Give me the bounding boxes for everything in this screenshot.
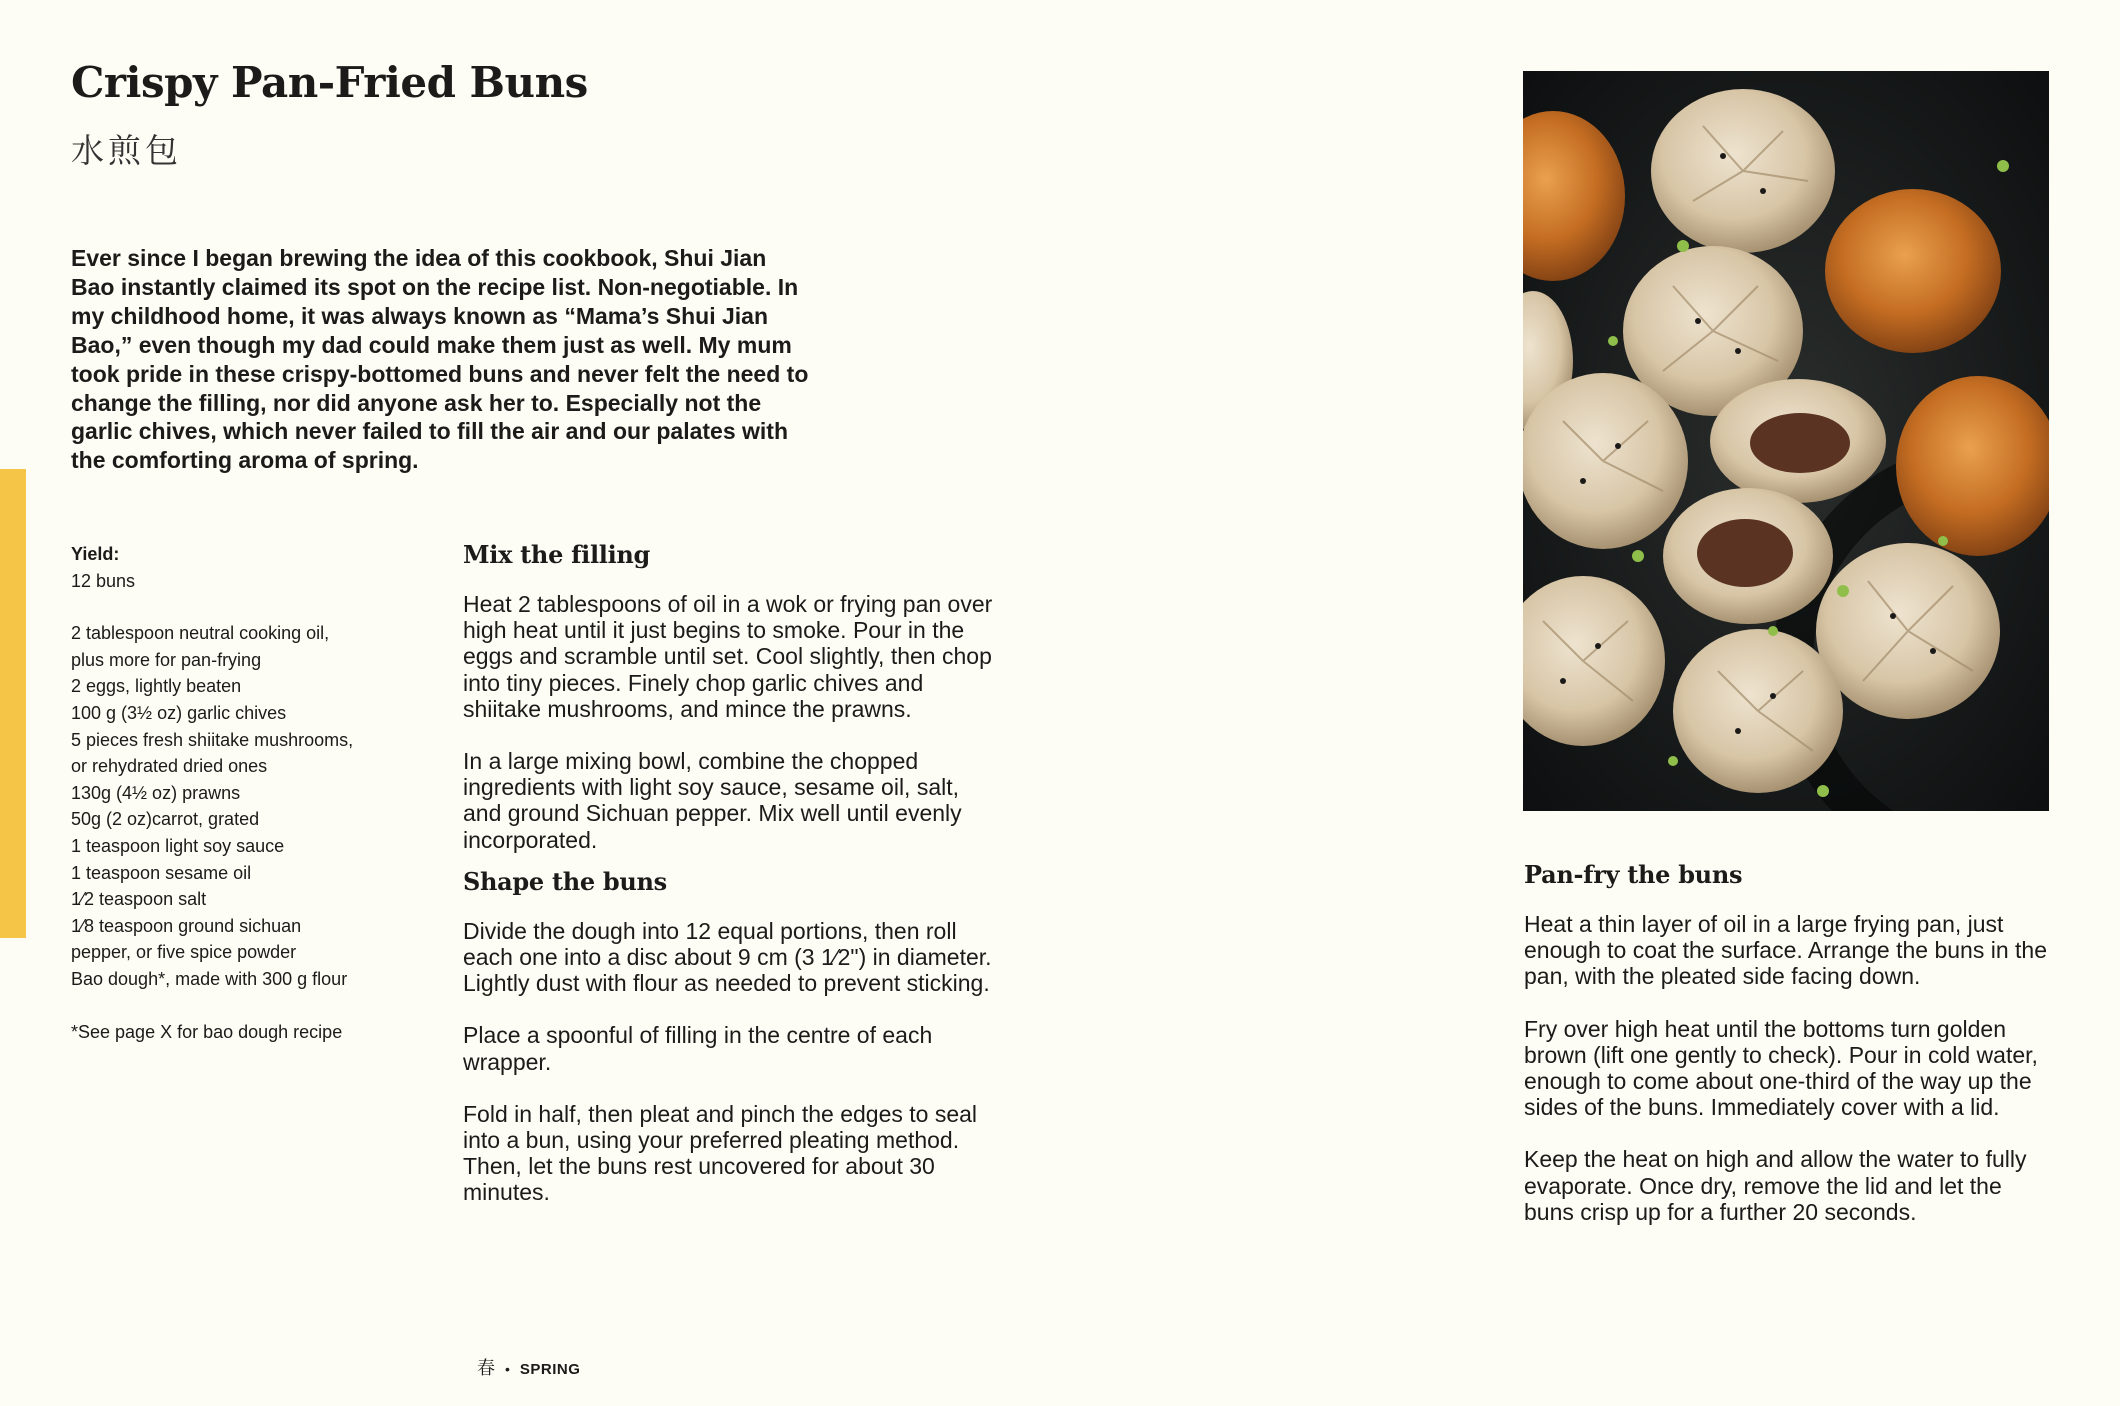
- ingredient-line: 50g (2 oz)carrot, grated: [71, 809, 260, 830]
- ingredient-line: 5 pieces fresh shiitake mushrooms,: [71, 729, 354, 750]
- ingredient-line: plus more for pan-frying: [71, 649, 262, 670]
- step-paragraph: Fry over high heat until the bottoms turn golden brown (lift one gently to check). Pour in cold water, enough to come about one-third of the way up the sides of the buns. Immediately cover with a lid.: [1524, 1015, 2038, 1121]
- ingredient-line: Bao dough*, made with 300 g flour: [71, 968, 348, 989]
- step-heading-fry: Pan-fry the buns: [1524, 860, 1743, 889]
- buns-photo: [1523, 71, 2049, 811]
- ingredient-line: 1⁄8 teaspoon ground sichuan: [71, 915, 302, 936]
- step-paragraph: Place a spoonful of filling in the centre of each wrapper.: [463, 1022, 933, 1075]
- step-paragraph: Divide the dough into 12 equal portions, then roll each one into a disc about 9 cm (3 1⁄2") in diameter. Lightly dust with flour as needed to prevent sticking.: [463, 917, 992, 997]
- pan-fried-buns-illustration: [1523, 71, 2049, 811]
- method-column-right: [1524, 858, 2054, 1251]
- ingredient-line: 1⁄2 teaspoon salt: [71, 889, 207, 910]
- recipe-title-chinese: 水煎包: [71, 131, 182, 170]
- ingredient-line: 130g (4½ oz) prawns: [71, 782, 241, 803]
- footer-bullet: •: [505, 1361, 510, 1377]
- yield-label: Yield:: [71, 544, 120, 564]
- ingredient-list: [71, 620, 401, 992]
- step-paragraph: In a large mixing bowl, combine the chopped ingredients with light soy sauce, sesame oil, salt, and ground Sichuan pepper. Mix well until evenly incorporated.: [463, 748, 962, 853]
- method-column-middle: [463, 538, 1003, 1232]
- ingredient-line: 2 eggs, lightly beaten: [71, 676, 242, 697]
- recipe-title: Crispy Pan-Fried Buns: [71, 58, 588, 107]
- ingredients-panel: [71, 541, 401, 1045]
- step-heading-shape: Shape the buns: [463, 866, 667, 896]
- step-paragraph: Fold in half, then pleat and pinch the edges to seal into a bun, using your preferred pleating method. Then, let the buns rest uncovered for about 30 minutes.: [463, 1100, 978, 1206]
- ingredient-line: 1 teaspoon light soy sauce: [71, 835, 285, 856]
- ingredient-line: 1 teaspoon sesame oil: [71, 862, 252, 883]
- ingredient-line: or rehydrated dried ones: [71, 756, 268, 777]
- page-footer: [477, 1354, 580, 1380]
- step-paragraph: Heat a thin layer of oil in a large frying pan, just enough to coat the surface. Arrange the buns in the pan, with the pleated side facing down.: [1524, 911, 2047, 990]
- ingredient-line: 100 g (3½ oz) garlic chives: [71, 702, 287, 723]
- ingredients-footnote: *See page X for bao dough recipe: [71, 1021, 343, 1042]
- recipe-intro: Ever since I began brewing the idea of this cookbook, Shui Jian Bao instantly claimed its spot on the recipe list. Non-negotiable. In my childhood home, it was always known as “Mama’s Shui Jian Bao,” even though my dad could make them just as well. My mum took pride in these crispy-bottomed buns and never felt the need to change the filling, nor did anyone ask her to. Especially not the garlic chives, which never failed to fill the air and our palates with the comforting aroma of spring.: [71, 245, 809, 474]
- footer-season-label: SPRING: [519, 1361, 581, 1378]
- step-heading-mix: Mix the filling: [463, 540, 651, 569]
- footer-season-chinese: 春: [477, 1358, 495, 1379]
- yield-value: 12 buns: [71, 570, 136, 591]
- section-tab-marker: [0, 469, 26, 938]
- ingredient-line: pepper, or five spice powder: [71, 942, 297, 963]
- step-paragraph: Keep the heat on high and allow the water to fully evaporate. Once dry, remove the lid and let the buns crisp up for a further 20 seconds.: [1524, 1146, 2027, 1225]
- ingredient-line: 2 tablespoon neutral cooking oil,: [71, 623, 330, 644]
- step-paragraph: Heat 2 tablespoons of oil in a wok or frying pan over high heat until it just begins to smoke. Pour in the eggs and scramble until set. Cool slightly, then chop into tiny pieces. Finely chop garlic chives and shiitake mushrooms, and mince the prawns.: [463, 591, 993, 722]
